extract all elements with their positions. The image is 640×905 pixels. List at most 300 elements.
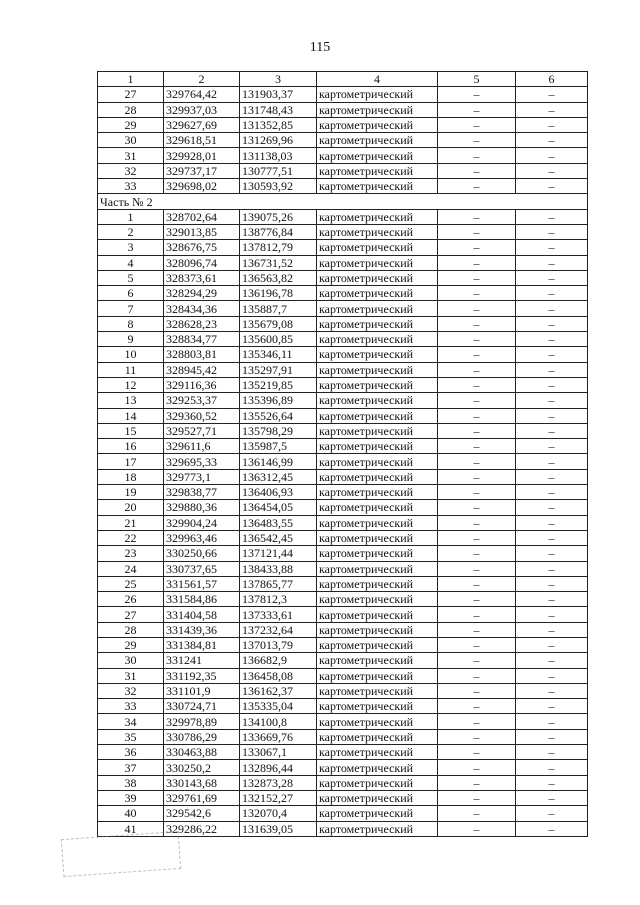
table-cell: картометрический — [317, 133, 438, 148]
table-row — [98, 179, 588, 194]
table-row — [98, 668, 588, 683]
table-cell: – — [438, 377, 516, 392]
table-cell: 135526,64 — [240, 408, 317, 423]
table-cell: 133669,76 — [240, 729, 317, 744]
table-cell: – — [516, 316, 588, 331]
table-cell: картометрический — [317, 607, 438, 622]
table-cell: картометрический — [317, 699, 438, 714]
table-cell: 17 — [98, 454, 164, 469]
table-cell: – — [438, 469, 516, 484]
table-cell: 329928,01 — [164, 148, 240, 163]
table-cell: картометрический — [317, 255, 438, 270]
table-cell: картометрический — [317, 806, 438, 821]
table-cell: 38 — [98, 775, 164, 790]
table-row — [98, 117, 588, 132]
table-cell: картометрический — [317, 576, 438, 591]
table-cell: 131138,03 — [240, 148, 317, 163]
table-row — [98, 637, 588, 652]
table-row — [98, 592, 588, 607]
table-row — [98, 148, 588, 163]
table-cell: 329286,22 — [164, 821, 240, 836]
table-row — [98, 439, 588, 454]
table-cell: 131352,85 — [240, 117, 317, 132]
table-cell: 329737,17 — [164, 163, 240, 178]
table-cell: – — [516, 790, 588, 805]
table-cell: 135396,89 — [240, 393, 317, 408]
table-cell: картометрический — [317, 622, 438, 637]
table-cell: 33 — [98, 699, 164, 714]
table-cell: 131903,37 — [240, 87, 317, 102]
table-cell: 329253,37 — [164, 393, 240, 408]
table-row — [98, 87, 588, 102]
table-cell: – — [438, 117, 516, 132]
table-cell: – — [516, 270, 588, 285]
table-cell: 131639,05 — [240, 821, 317, 836]
table-row — [98, 469, 588, 484]
table-cell: 135887,7 — [240, 301, 317, 316]
table-cell: картометрический — [317, 515, 438, 530]
table-cell: – — [438, 393, 516, 408]
table-cell: 37 — [98, 760, 164, 775]
table-cell: 136682,9 — [240, 653, 317, 668]
table-section — [98, 194, 588, 209]
table-cell: – — [438, 546, 516, 561]
table-cell: 136312,45 — [240, 469, 317, 484]
table-cell: – — [438, 607, 516, 622]
table-cell: 131748,43 — [240, 102, 317, 117]
table-cell: 16 — [98, 439, 164, 454]
table-cell: – — [516, 592, 588, 607]
table-cell: – — [438, 179, 516, 194]
table-cell: 328294,29 — [164, 286, 240, 301]
table-body-part1 — [98, 87, 588, 194]
table-cell: – — [516, 209, 588, 224]
table-row — [98, 515, 588, 530]
table-cell: – — [516, 622, 588, 637]
table-row — [98, 301, 588, 316]
table-cell: – — [438, 454, 516, 469]
table-row — [98, 729, 588, 744]
table-cell: 331439,36 — [164, 622, 240, 637]
table-cell: 21 — [98, 515, 164, 530]
table-cell: картометрический — [317, 790, 438, 805]
table-cell: 329611,6 — [164, 439, 240, 454]
table-row — [98, 760, 588, 775]
table-cell: – — [438, 500, 516, 515]
table-cell: – — [516, 561, 588, 576]
table-cell: 137865,77 — [240, 576, 317, 591]
table-cell: – — [516, 714, 588, 729]
table-cell: картометрический — [317, 485, 438, 500]
table-cell: – — [438, 790, 516, 805]
table-row — [98, 714, 588, 729]
column-header: 6 — [516, 72, 588, 87]
table-cell: 137812,3 — [240, 592, 317, 607]
table-cell: картометрический — [317, 546, 438, 561]
table-cell: – — [438, 270, 516, 285]
table-cell: 14 — [98, 408, 164, 423]
table-row — [98, 699, 588, 714]
table-cell: картометрический — [317, 102, 438, 117]
table-cell: – — [516, 454, 588, 469]
table-cell: – — [438, 699, 516, 714]
table-cell: 328373,61 — [164, 270, 240, 285]
table-cell: – — [438, 637, 516, 652]
table-cell: 136458,08 — [240, 668, 317, 683]
table-cell: – — [438, 301, 516, 316]
table-row — [98, 653, 588, 668]
table-cell: – — [438, 423, 516, 438]
table-cell: – — [516, 224, 588, 239]
table-cell: 134100,8 — [240, 714, 317, 729]
table-cell: – — [516, 806, 588, 821]
table-cell: 12 — [98, 377, 164, 392]
table-cell: – — [516, 699, 588, 714]
table-cell: 329761,69 — [164, 790, 240, 805]
table-cell: 331561,57 — [164, 576, 240, 591]
table-cell: – — [516, 332, 588, 347]
table-cell: картометрический — [317, 117, 438, 132]
table-cell: 4 — [98, 255, 164, 270]
table-cell: 137333,61 — [240, 607, 317, 622]
table-cell: картометрический — [317, 561, 438, 576]
table-cell: – — [438, 668, 516, 683]
table-cell: 23 — [98, 546, 164, 561]
table-cell: 30 — [98, 653, 164, 668]
table-row — [98, 362, 588, 377]
table-cell: 328834,77 — [164, 332, 240, 347]
table-cell: картометрический — [317, 683, 438, 698]
table-cell: – — [438, 255, 516, 270]
table-cell: – — [516, 133, 588, 148]
column-header: 4 — [317, 72, 438, 87]
table-cell: 29 — [98, 637, 164, 652]
table-cell: картометрический — [317, 148, 438, 163]
table-cell: 33 — [98, 179, 164, 194]
table-cell: – — [438, 622, 516, 637]
table-cell: 136483,55 — [240, 515, 317, 530]
table-cell: – — [516, 377, 588, 392]
table-cell: картометрический — [317, 637, 438, 652]
table-cell: – — [438, 515, 516, 530]
table-cell: картометрический — [317, 745, 438, 760]
column-header: 3 — [240, 72, 317, 87]
table-cell: 135297,91 — [240, 362, 317, 377]
table-cell: 137812,79 — [240, 240, 317, 255]
table-cell: – — [516, 301, 588, 316]
page-number: 115 — [309, 40, 331, 55]
table-cell: 329116,36 — [164, 377, 240, 392]
table-cell: 328702,64 — [164, 209, 240, 224]
table-cell: – — [516, 117, 588, 132]
table-cell: картометрический — [317, 270, 438, 285]
table-row — [98, 775, 588, 790]
table-cell: 329773,1 — [164, 469, 240, 484]
table-cell: – — [516, 760, 588, 775]
table-cell: 7 — [98, 301, 164, 316]
table-cell: картометрический — [317, 530, 438, 545]
table-cell: 329880,36 — [164, 500, 240, 515]
table-cell: картометрический — [317, 454, 438, 469]
table-cell: 15 — [98, 423, 164, 438]
coordinates-table — [97, 71, 588, 837]
table-cell: 329937,03 — [164, 102, 240, 117]
column-header: 5 — [438, 72, 516, 87]
table-cell: картометрический — [317, 224, 438, 239]
table-cell: – — [516, 745, 588, 760]
table-cell: – — [438, 148, 516, 163]
table-cell: картометрический — [317, 760, 438, 775]
table-row — [98, 530, 588, 545]
table-cell: 330463,88 — [164, 745, 240, 760]
table-cell: – — [516, 500, 588, 515]
table-cell: – — [516, 729, 588, 744]
copy-stamp — [61, 831, 181, 877]
table-cell: картометрический — [317, 87, 438, 102]
table-cell: картометрический — [317, 377, 438, 392]
table-cell: 331192,35 — [164, 668, 240, 683]
table-row — [98, 576, 588, 591]
table-cell: картометрический — [317, 163, 438, 178]
table-cell: – — [516, 347, 588, 362]
table-cell: – — [438, 592, 516, 607]
table-cell: картометрический — [317, 240, 438, 255]
table-row — [98, 347, 588, 362]
table-body-part2 — [98, 209, 588, 836]
table-cell: 136196,78 — [240, 286, 317, 301]
table-header-row — [98, 72, 588, 87]
table-cell: 136731,52 — [240, 255, 317, 270]
table-cell: 131269,96 — [240, 133, 317, 148]
table-cell: – — [438, 760, 516, 775]
table-cell: 328945,42 — [164, 362, 240, 377]
table-cell: 329618,51 — [164, 133, 240, 148]
table-row — [98, 408, 588, 423]
table-cell: – — [516, 775, 588, 790]
table-cell: – — [438, 485, 516, 500]
table-cell: картометрический — [317, 286, 438, 301]
table-row — [98, 500, 588, 515]
table-cell: – — [438, 362, 516, 377]
table-cell: 135346,11 — [240, 347, 317, 362]
table-cell: – — [516, 255, 588, 270]
table-cell: 328434,36 — [164, 301, 240, 316]
table-cell: 328676,75 — [164, 240, 240, 255]
table-cell: 137121,44 — [240, 546, 317, 561]
table-cell: 2 — [98, 224, 164, 239]
table-cell: 32 — [98, 683, 164, 698]
table-cell: картометрический — [317, 439, 438, 454]
table-cell: 19 — [98, 485, 164, 500]
table-cell: 132152,27 — [240, 790, 317, 805]
table-cell: 22 — [98, 530, 164, 545]
table-cell: 31 — [98, 148, 164, 163]
table-cell: – — [516, 163, 588, 178]
table-cell: картометрический — [317, 408, 438, 423]
table-row — [98, 133, 588, 148]
table-cell: – — [516, 668, 588, 683]
table-cell: 9 — [98, 332, 164, 347]
table-cell: 27 — [98, 607, 164, 622]
table-cell: 132896,44 — [240, 760, 317, 775]
table-cell: картометрический — [317, 729, 438, 744]
table-cell: – — [438, 439, 516, 454]
table-cell: 138776,84 — [240, 224, 317, 239]
table-cell: картометрический — [317, 469, 438, 484]
table-cell: 136146,99 — [240, 454, 317, 469]
table-cell: 330724,71 — [164, 699, 240, 714]
table-row — [98, 622, 588, 637]
column-header: 2 — [164, 72, 240, 87]
table-cell: картометрический — [317, 821, 438, 836]
section-row — [98, 194, 588, 209]
table-row — [98, 546, 588, 561]
table-row — [98, 485, 588, 500]
table-cell: 20 — [98, 500, 164, 515]
table-cell: картометрический — [317, 347, 438, 362]
table-cell: 26 — [98, 592, 164, 607]
table-cell: картометрический — [317, 362, 438, 377]
table-cell: 136406,93 — [240, 485, 317, 500]
table-cell: – — [438, 653, 516, 668]
table-cell: 331241 — [164, 653, 240, 668]
table-cell: 136162,37 — [240, 683, 317, 698]
table-cell: 28 — [98, 102, 164, 117]
table-cell: – — [516, 683, 588, 698]
table-cell: 1 — [98, 209, 164, 224]
table-cell: – — [438, 745, 516, 760]
table-cell: 139075,26 — [240, 209, 317, 224]
table-cell: 136563,82 — [240, 270, 317, 285]
table-cell: – — [438, 209, 516, 224]
table-row — [98, 316, 588, 331]
table-cell: картометрический — [317, 500, 438, 515]
table-cell: 130593,92 — [240, 179, 317, 194]
table-cell: 13 — [98, 393, 164, 408]
table-cell: 329527,71 — [164, 423, 240, 438]
table-cell: 3 — [98, 240, 164, 255]
table-cell: – — [438, 224, 516, 239]
table-cell: 11 — [98, 362, 164, 377]
table-cell: – — [516, 485, 588, 500]
table-cell: 24 — [98, 561, 164, 576]
table-row — [98, 454, 588, 469]
table-row — [98, 224, 588, 239]
table-cell: картометрический — [317, 714, 438, 729]
table-row — [98, 332, 588, 347]
table-cell: – — [516, 439, 588, 454]
table-cell: 329838,77 — [164, 485, 240, 500]
table-cell: 5 — [98, 270, 164, 285]
section-label: Часть № 2 — [98, 194, 588, 209]
table-cell: 31 — [98, 668, 164, 683]
table-cell: 18 — [98, 469, 164, 484]
table-cell: картометрический — [317, 332, 438, 347]
table-row — [98, 270, 588, 285]
table-cell: 331101,9 — [164, 683, 240, 698]
table-cell: – — [438, 133, 516, 148]
table-cell: 329764,42 — [164, 87, 240, 102]
table-cell: – — [438, 332, 516, 347]
table-cell: картометрический — [317, 316, 438, 331]
table-cell: – — [438, 102, 516, 117]
table-cell: – — [438, 683, 516, 698]
table-cell: – — [438, 821, 516, 836]
table-cell: 329978,89 — [164, 714, 240, 729]
table-cell: – — [516, 821, 588, 836]
table-cell: 6 — [98, 286, 164, 301]
table-cell: – — [516, 393, 588, 408]
table-cell: – — [516, 530, 588, 545]
table-cell: 329963,46 — [164, 530, 240, 545]
table-cell: 133067,1 — [240, 745, 317, 760]
table-cell: 329904,24 — [164, 515, 240, 530]
table-cell: 132873,28 — [240, 775, 317, 790]
table-cell: 28 — [98, 622, 164, 637]
table-cell: 36 — [98, 745, 164, 760]
table-cell: картометрический — [317, 393, 438, 408]
table-cell: 135798,29 — [240, 423, 317, 438]
table-cell: 135600,85 — [240, 332, 317, 347]
table-cell: 27 — [98, 87, 164, 102]
table-cell: – — [438, 87, 516, 102]
table-cell: 328628,23 — [164, 316, 240, 331]
table-cell: 41 — [98, 821, 164, 836]
table-cell: 136542,45 — [240, 530, 317, 545]
table-cell: 330250,66 — [164, 546, 240, 561]
table-cell: – — [516, 469, 588, 484]
table-cell: 135219,85 — [240, 377, 317, 392]
table-row — [98, 806, 588, 821]
table-cell: 329627,69 — [164, 117, 240, 132]
table-cell: – — [438, 775, 516, 790]
table-row — [98, 423, 588, 438]
table-cell: – — [438, 347, 516, 362]
table-cell: – — [438, 729, 516, 744]
table-cell: – — [438, 561, 516, 576]
table-row — [98, 393, 588, 408]
table-row — [98, 683, 588, 698]
table-cell: – — [438, 316, 516, 331]
table-cell: 10 — [98, 347, 164, 362]
table-cell: 329695,33 — [164, 454, 240, 469]
table-cell: – — [516, 179, 588, 194]
table-cell: 39 — [98, 790, 164, 805]
table-cell: 135679,08 — [240, 316, 317, 331]
table-cell: 8 — [98, 316, 164, 331]
table-row — [98, 209, 588, 224]
table-row — [98, 163, 588, 178]
table-cell: картометрический — [317, 775, 438, 790]
table-cell: – — [438, 576, 516, 591]
table-cell: картометрический — [317, 653, 438, 668]
table-cell: – — [516, 148, 588, 163]
table-cell: 25 — [98, 576, 164, 591]
table-row — [98, 255, 588, 270]
table-cell: 330786,29 — [164, 729, 240, 744]
table-cell: 130777,51 — [240, 163, 317, 178]
table-row — [98, 102, 588, 117]
table-cell: – — [438, 806, 516, 821]
table-cell: 136454,05 — [240, 500, 317, 515]
table-cell: – — [516, 102, 588, 117]
table-cell: 330250,2 — [164, 760, 240, 775]
table-cell: 40 — [98, 806, 164, 821]
table-cell: 135335,04 — [240, 699, 317, 714]
table-cell: – — [516, 637, 588, 652]
table-cell: – — [516, 653, 588, 668]
column-header: 1 — [98, 72, 164, 87]
